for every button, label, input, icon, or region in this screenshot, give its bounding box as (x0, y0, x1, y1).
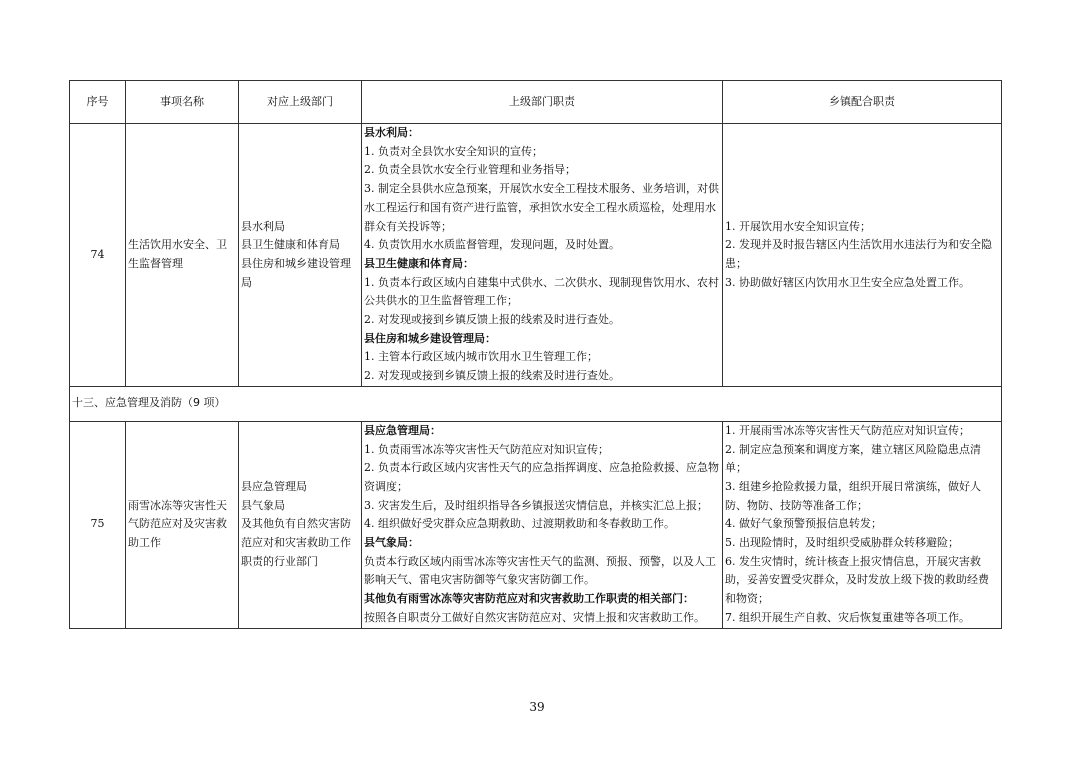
town-line: 3. 组建乡抢险救援力量，组织开展日常演练，做好人防、物防、技防等准备工作； (725, 479, 981, 512)
duty-cell (362, 421, 723, 628)
section-title: 十三、应急管理及消防（9 项） (70, 386, 1002, 421)
town-line: 4. 做好气象预警预报信息转发； (725, 517, 882, 531)
duty-line: 2. 负责本行政区域内灾害性天气的应急指挥调度、应急抢险救援、应急物资调度； (364, 461, 719, 493)
duty-line: 2. 负责全县饮水安全行业管理和业务指导； (364, 163, 576, 177)
header-town: 乡镇配合职责 (723, 81, 1002, 124)
duty-line: 1. 负责本行政区域内自建集中式供水、二次供水、现制现售饮用水、农村公共供水的卫生监督管理工作； (364, 275, 719, 308)
duty-line: 2. 对发现或接到乡镇反馈上报的线索及时进行查处。 (364, 369, 620, 383)
header-item: 事项名称 (126, 81, 239, 124)
town-line: 1. 开展饮用水安全知识宣传； (725, 219, 871, 233)
row-number: 74 (70, 124, 126, 387)
dept-cell (239, 124, 362, 387)
duty-line: 按照各自职责分工做好自然灾害防范应对、灾情上报和灾害救助工作。 (364, 610, 705, 624)
section-row (70, 386, 1002, 421)
town-line: 1. 开展雨雪冰冻等灾害性天气防范应对知识宣传； (725, 423, 970, 437)
dept-name: 及其他负有自然灾害防范应对和灾害救助工作职责的行业部门 (241, 517, 351, 568)
duty-line: 2. 对发现或接到乡镇反馈上报的线索及时进行查处。 (364, 313, 620, 327)
page-number: 39 (529, 700, 545, 714)
town-line: 7. 组织开展生产自救、灾后恢复重建等各项工作。 (725, 610, 970, 624)
header-dept: 对应上级部门 (239, 81, 362, 124)
duty-line: 4. 组织做好受灾群众应急期救助、过渡期救助和冬春救助工作。 (364, 517, 675, 531)
duty-line: 1. 主管本行政区域内城市饮用水卫生管理工作； (364, 350, 598, 364)
table-header-row (70, 81, 1002, 124)
town-cell (723, 421, 1002, 628)
duty-line: 4. 负责饮用水水质监督管理，发现问题，及时处置。 (364, 238, 620, 252)
dept-name: 县应急管理局 (241, 479, 307, 493)
town-line: 2. 制定应急预案和调度方案，建立辖区风险隐患点清单； (725, 442, 981, 475)
duty-line: 3. 灾害发生后，及时组织指导各乡镇报送灾情信息，并核实汇总上报； (364, 498, 708, 512)
item-name: 雨雪冰冻等灾害性天气防范应对及灾害救助工作 (126, 421, 239, 628)
table-row (70, 421, 1002, 628)
town-line: 6. 发生灾情时，统计核查上报灾情信息，开展灾害救助，妥善安置受灾群众，及时发放上级下拨的救助经费和物资； (725, 554, 989, 606)
duty-line: 1. 负责雨雪冰冻等灾害性天气防范应对知识宣传； (364, 442, 609, 456)
dept-name: 县气象局 (241, 498, 285, 512)
row-number: 75 (70, 421, 126, 628)
header-duty: 上级部门职责 (362, 81, 723, 124)
duty-line: 1. 负责对全县饮水安全知识的宣传； (364, 144, 543, 158)
duty-heading: 县住房和城乡建设管理局： (364, 331, 496, 345)
duty-heading: 其他负有雨雪冰冻等灾害防范应对和灾害救助工作职责的相关部门： (364, 592, 694, 606)
town-line: 3. 协助做好辖区内饮用水卫生安全应急处置工作。 (725, 275, 970, 289)
town-line: 5. 出现险情时，及时组织受威胁群众转移避险； (725, 536, 959, 550)
duty-cell (362, 124, 723, 387)
responsibility-table (69, 80, 1002, 629)
duty-heading: 县卫生健康和体育局： (364, 256, 474, 270)
item-name: 生活饮用水安全、卫生监督管理 (126, 124, 239, 387)
town-line: 2. 发现并及时报告辖区内生活饮用水违法行为和安全隐患； (725, 238, 992, 270)
duty-line: 负责本行政区域内雨雪冰冻等灾害性天气的监测、预报、预警，以及人工影响天气、雷电灾害防御等气象灾害防御工作。 (364, 554, 716, 587)
duty-heading: 县应急管理局： (364, 423, 441, 437)
dept-name: 县卫生健康和体育局 (241, 238, 340, 252)
duty-heading: 县水利局： (364, 126, 419, 139)
dept-cell (239, 421, 362, 628)
dept-name: 县水利局 (241, 219, 285, 233)
header-seq: 序号 (70, 81, 126, 124)
duty-heading: 县气象局： (364, 536, 419, 550)
duty-line: 3. 制定全县供水应急预案，开展饮水安全工程技术服务、业务培训，对供水工程运行和国有资产进行监管，承担饮水安全工程水质巡检，处理用水群众有关投诉等； (364, 182, 719, 233)
dept-name: 县住房和城乡建设管理局 (241, 256, 351, 289)
table-row (70, 124, 1002, 387)
town-cell (723, 124, 1002, 387)
